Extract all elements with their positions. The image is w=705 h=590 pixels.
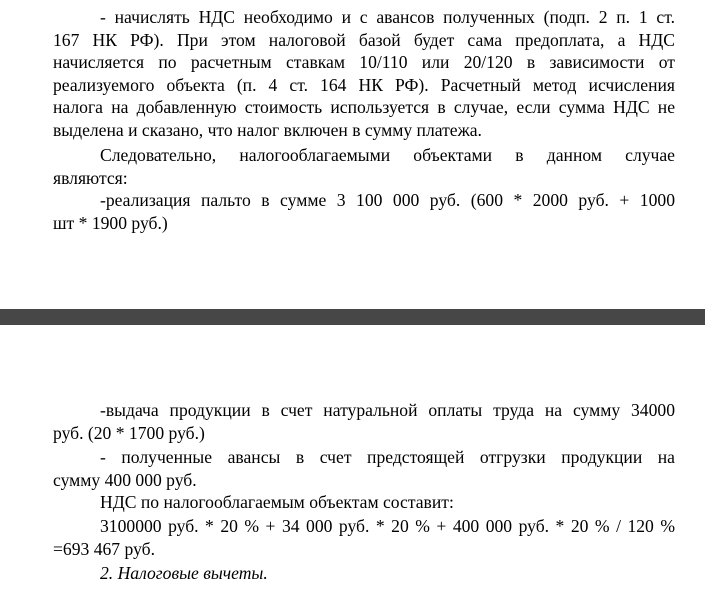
paragraph-in-kind-wages — [53, 399, 675, 444]
text-line: НДС по налогооблагаемым объектам составит: — [100, 492, 454, 512]
paragraph-advances-received — [53, 446, 675, 491]
text-line: -реализация пальто в сумме 3 100 000 руб. (600 * 2000 руб. + 1000 — [100, 190, 675, 210]
text-line: налога на добавленную стоимость используется в случае, если сумма НДС не — [53, 97, 675, 117]
heading-text: 2. Налоговые вычеты. — [100, 563, 268, 583]
page-separator — [0, 309, 705, 325]
text-line: 3100000 руб. * 20 % + 34 000 руб. * 20 % + 400 000 руб. * 20 % / 120 % — [100, 516, 675, 536]
section-heading-tax-deductions — [100, 562, 675, 585]
text-line: Следовательно, налогооблагаемыми объектами в данном случае — [100, 145, 675, 165]
text-line: выделена и сказано, что налог включен в сумму платежа. — [53, 119, 482, 140]
text-line: являются: — [53, 167, 128, 188]
text-line: - полученные авансы в счет предстоящей отгрузки продукции на — [100, 447, 675, 467]
paragraph-taxable-objects — [53, 144, 675, 189]
next-line-cut-off — [100, 586, 490, 590]
text-line: =693 467 руб. — [53, 538, 155, 559]
text-line: начисляется по расчетным ставкам 10/110 или 20/120 в зависимости от — [53, 52, 675, 72]
text-line: -выдача продукции в счет натуральной оплаты труда на сумму 34000 — [100, 400, 675, 420]
text-line: - начислять НДС необходимо и с авансов полученных (подп. 2 п. 1 ст. — [100, 7, 675, 27]
text-line: реализуемого объекта (п. 4 ст. 164 НК РФ). Расчетный метод исчисления — [53, 74, 675, 95]
text-line: руб. (20 * 1700 руб.) — [53, 422, 205, 443]
paragraph-vat-total-intro — [100, 491, 675, 514]
text-line: 167 НК РФ). При этом налоговой базой будет сама предоплата, а НДС — [53, 29, 675, 50]
paragraph-coat-sales — [53, 189, 675, 234]
text-line: сумму 400 000 руб. — [53, 469, 197, 490]
text-line: шт * 1900 руб.) — [53, 212, 168, 233]
paragraph-vat-advances — [53, 6, 675, 141]
paragraph-vat-calculation — [53, 515, 675, 560]
